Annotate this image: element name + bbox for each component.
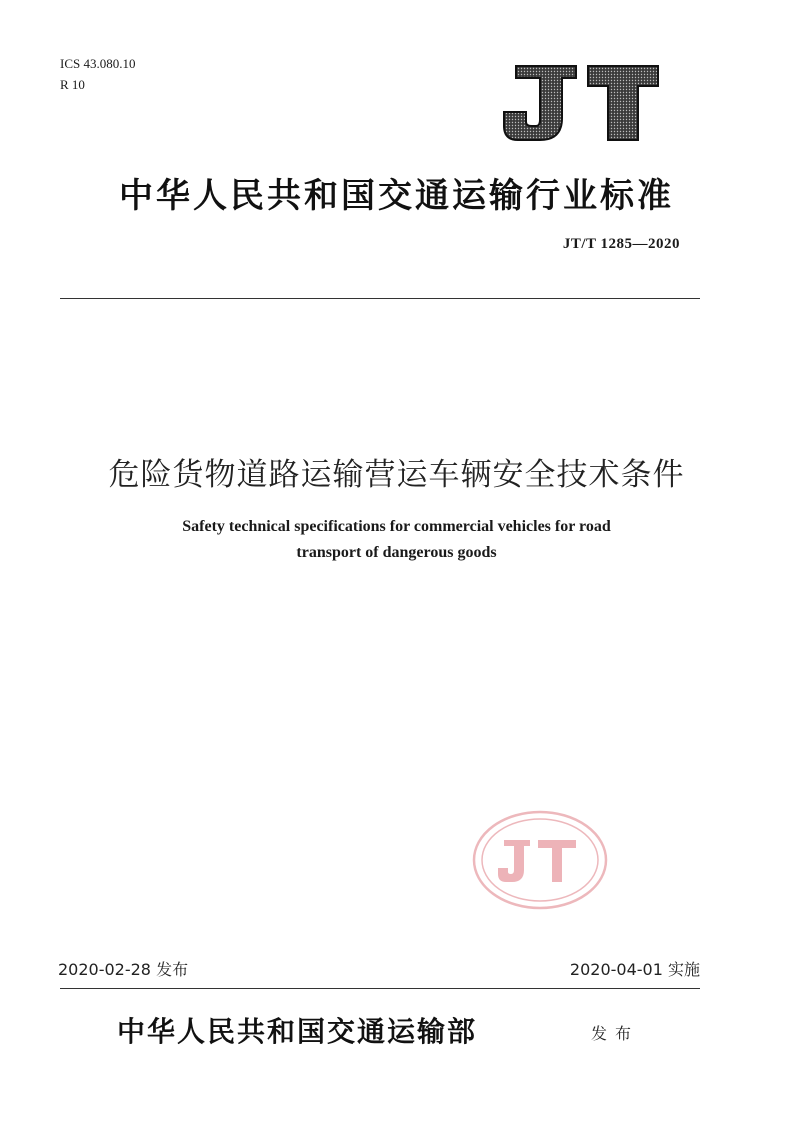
title-chinese: 危险货物道路运输营运车辆安全技术条件 [108,457,685,493]
issue-label: 发布 [591,1024,640,1043]
standard-number: JT/T 1285—2020 [562,236,680,252]
issue-date: 2020-02-28 发布 [58,960,189,979]
ccs-code: R 10 [60,77,85,92]
title-english-line2: transport of dangerous goods [296,544,497,561]
bottom-divider [60,988,700,989]
implementation-date: 2020-04-01 实施 [569,960,700,979]
jt-standard-logo-icon [502,64,662,142]
title-english-line1: Safety technical specifications for commercial vehicles for road [182,518,611,535]
industry-standard-title: 中华人民共和国交通运输行业标准 [119,176,674,216]
issuing-authority: 中华人民共和国交通运输部 [117,1015,478,1048]
top-divider [60,298,700,299]
ics-code: ICS 43.080.10 [60,56,136,71]
jt-seal-watermark-icon [472,810,608,910]
